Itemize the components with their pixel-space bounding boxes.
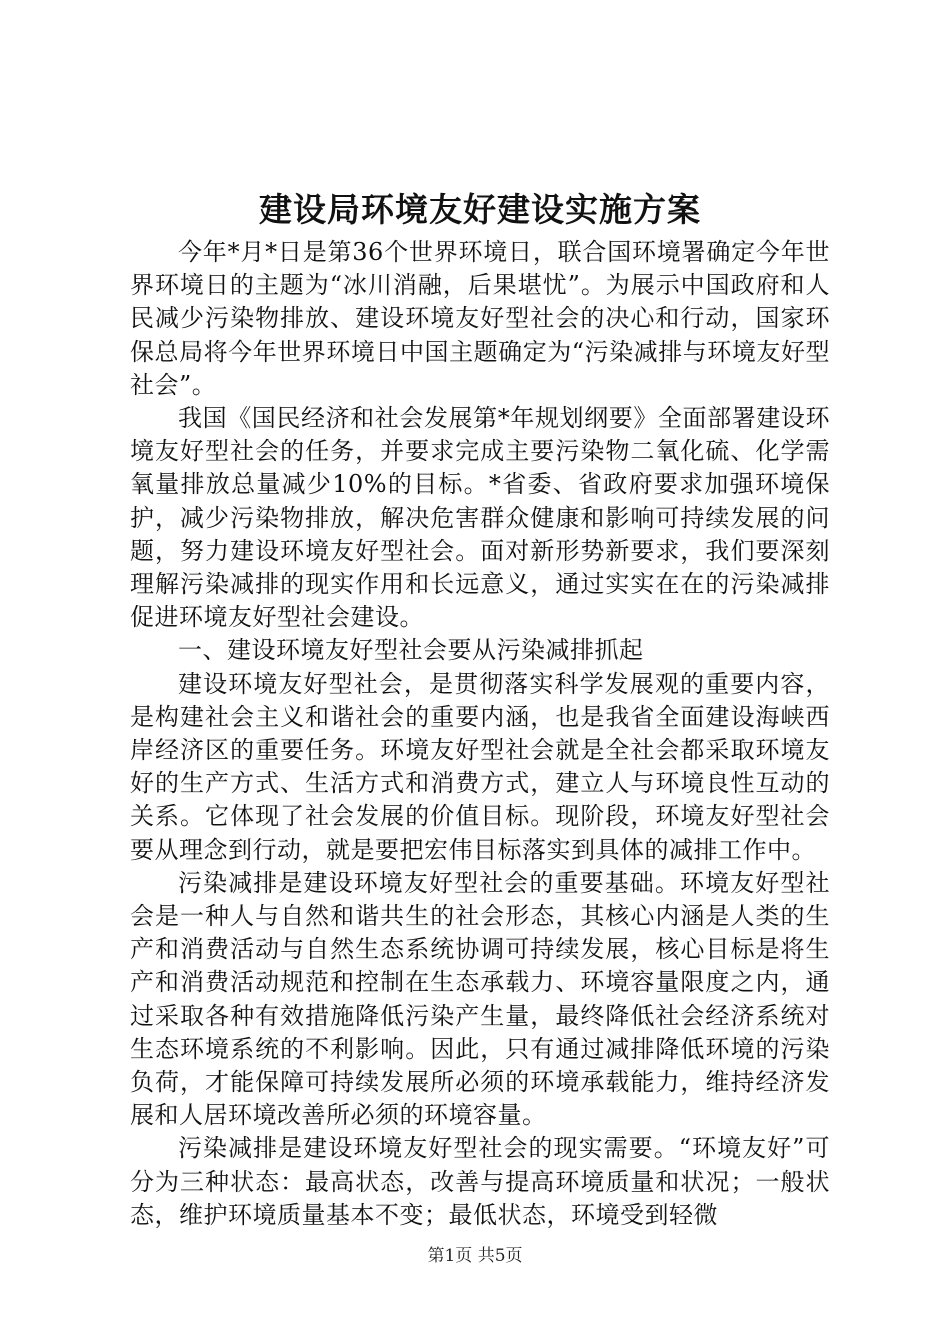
document-title: 建设局环境友好建设实施方案 bbox=[259, 190, 701, 229]
paragraph-reduction-foundation: 污染减排是建设环境友好型社会的重要基础。环境友好型社会是一种人与自然和谐共生的社会形态，其核心内涵是人类的生产和消费活动与自然生态系统协调可持续发展，核心目标是将生产和消费活动规范和控制在生态承载力、环境容量限度之内，通过采取各种有效措施降低污染产生量，最终降低社会经济系统对生态环境系统的不利影响。因此，只有通过减排降低环境的污染负荷，才能保障可持续发展所必须的环境承载能力，维持经济发展和人居环境改善所必须的环境容量。 bbox=[130, 868, 830, 1130]
document-body bbox=[130, 236, 830, 1232]
paragraph-intro: 今年*月*日是第36个世界环境日，联合国环境署确定今年世界环境日的主题为“冰川消融，后果堪忧”。为展示中国政府和人民减少污染物排放、建设环境友好型社会的决心和行动，国家环保总局将今年世界环境日中国主题确定为“污染减排与环境友好型社会”。 bbox=[130, 238, 830, 399]
section-heading-1: 一、建设环境友好型社会要从污染减排抓起 bbox=[178, 636, 644, 665]
paragraph-plan-outline: 我国《国民经济和社会发展第*年规划纲要》全面部署建设环境友好型社会的任务，并要求完成主要污染物二氧化硫、化学需氧量排放总量减少10%的目标。*省委、省政府要求加强环境保护，减少污染物排放，解决危害群众健康和影响可持续发展的问题，努力建设环境友好型社会。面对新形势新要求，我们要深刻理解污染减排的现实作用和长远意义，通过实实在在的污染减排促进环境友好型社会建设。 bbox=[130, 404, 830, 632]
paragraph-reduction-need: 污染减排是建设环境友好型社会的现实需要。“环境友好”可分为三种状态：最高状态，改善与提高环境质量和状况；一般状态，维护环境质量基本不变；最低状态，环境受到轻微 bbox=[130, 1134, 830, 1229]
paragraph-society-definition: 建设环境友好型社会，是贯彻落实科学发展观的重要内容，是构建社会主义和谐社会的重要内涵，也是我省全面建设海峡西岸经济区的重要任务。环境友好型社会就是全社会都采取环境友好的生产方式、生活方式和消费方式，建立人与环境良性互动的关系。它体现了社会发展的价值目标。现阶段，环境友好型社会要从理念到行动，就是要把宏伟目标落实到具体的减排工作中。 bbox=[130, 669, 830, 864]
page-number-footer: 第1页 共5页 bbox=[427, 1246, 523, 1266]
